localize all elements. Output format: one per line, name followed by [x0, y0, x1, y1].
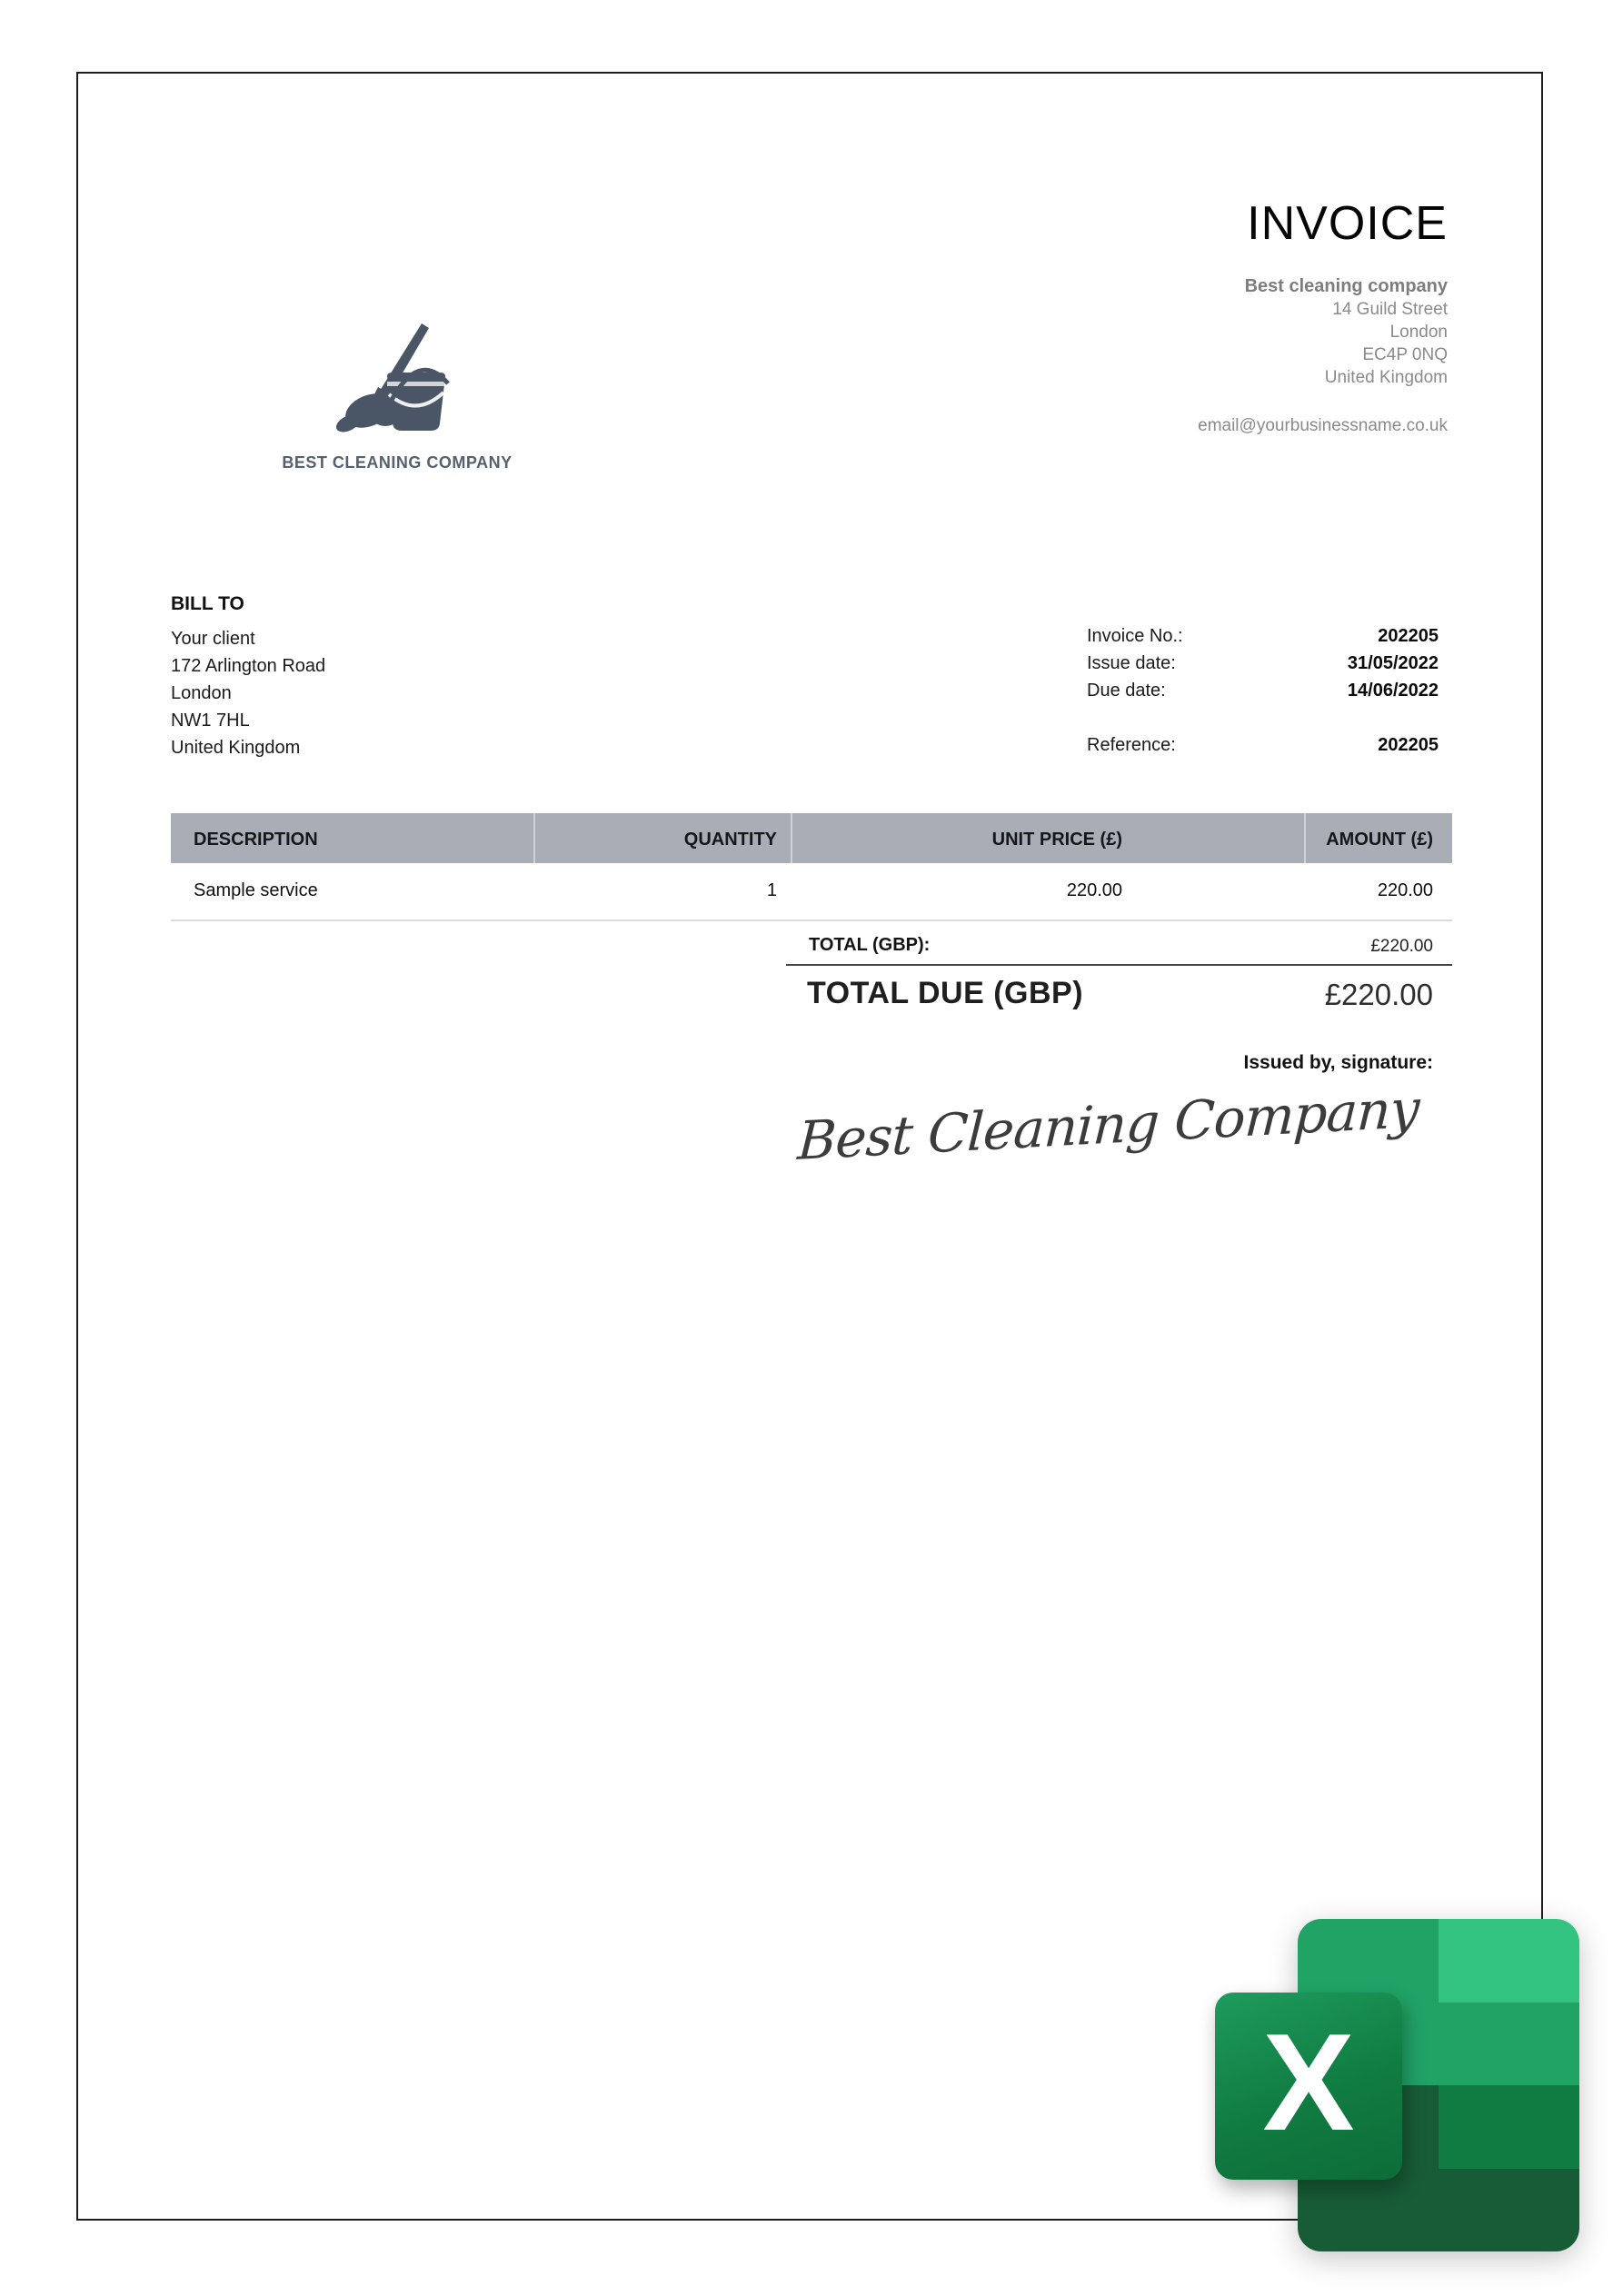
excel-x-plate [1215, 1993, 1402, 2180]
column-divider [1304, 813, 1306, 863]
signature-text: Best Cleaning Company [795, 1077, 1420, 1172]
header-amount: AMOUNT (£) [1326, 830, 1433, 850]
header-quantity: QUANTITY [683, 830, 777, 850]
reference-value: 202205 [1378, 735, 1439, 755]
seller-email: email@yourbusinessname.co.uk [1198, 416, 1448, 435]
row-description: Sample service [194, 880, 318, 900]
issue-date-label: Issue date: [1087, 653, 1176, 673]
excel-x-letter: X [1262, 2005, 1355, 2160]
row-unit-price: 220.00 [1066, 880, 1122, 900]
row-amount: 220.00 [1377, 880, 1433, 900]
invoice-no-value: 202205 [1378, 626, 1439, 646]
bill-to-line: London [171, 683, 232, 703]
seller-address-line: United Kingdom [1324, 368, 1448, 387]
invoice-no-label: Invoice No.: [1087, 626, 1183, 646]
bill-to-line: United Kingdom [171, 738, 301, 758]
mop-and-bucket-icon [329, 318, 456, 445]
bill-to-block [171, 625, 325, 761]
total-due-value: £220.00 [1324, 978, 1433, 1011]
total-due-label: TOTAL DUE (GBP) [807, 976, 1084, 1010]
due-date-label: Due date: [1087, 681, 1166, 701]
issued-by-label: Issued by, signature: [1243, 1052, 1433, 1073]
bill-to-line: NW1 7HL [171, 711, 250, 731]
invoice-title: INVOICE [1247, 197, 1448, 250]
reference-label: Reference: [1087, 735, 1176, 755]
bill-to-heading: BILL TO [171, 593, 244, 614]
seller-address-block [1245, 275, 1448, 389]
total-label: TOTAL (GBP): [809, 935, 931, 955]
table-row-divider [171, 919, 1452, 921]
table-header-band [171, 813, 1452, 863]
seller-address-line: London [1389, 323, 1448, 342]
due-date-value: 14/06/2022 [1347, 681, 1439, 701]
header-unit-price: UNIT PRICE (£) [991, 830, 1122, 850]
bill-to-line: 172 Arlington Road [171, 656, 326, 676]
logo-caption: BEST CLEANING COMPANY [282, 453, 513, 472]
column-divider [791, 813, 792, 863]
seller-address-line: EC4P 0NQ [1362, 345, 1448, 364]
column-divider [533, 813, 535, 863]
issue-date-value: 31/05/2022 [1347, 653, 1439, 673]
seller-address-line: 14 Guild Street [1332, 300, 1448, 319]
header-description: DESCRIPTION [194, 830, 318, 850]
bill-to-line: Your client [171, 629, 255, 649]
seller-name: Best cleaning company [1244, 276, 1448, 296]
total-value: £220.00 [1370, 937, 1433, 956]
totals-divider [786, 964, 1452, 966]
excel-logo [1215, 1919, 1580, 2251]
row-quantity: 1 [766, 880, 777, 900]
